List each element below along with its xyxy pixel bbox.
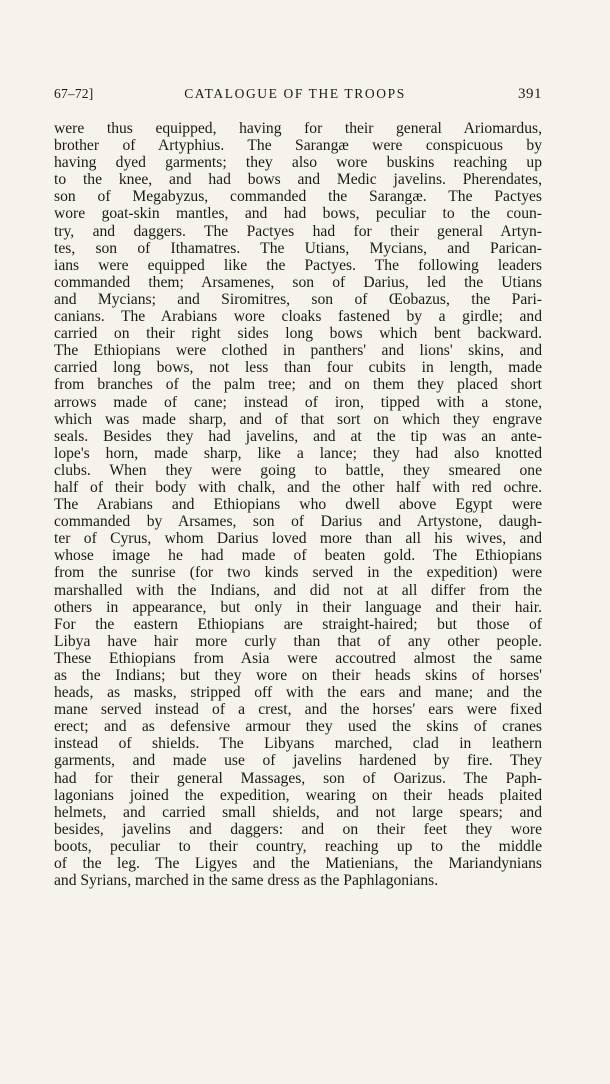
text-line: as the Indians; but they wore on their heads skins of horses' bbox=[54, 667, 542, 684]
text-line: heads, as masks, stripped off with the ears and mane; and the bbox=[54, 684, 542, 702]
text-line: The Ethiopians were clothed in panthers' and lions' skins, and bbox=[54, 342, 542, 360]
text-line: were thus equipped, having for their general Ariomardus, bbox=[54, 120, 542, 137]
text-line: The Arabians and Ethiopians who dwell above Egypt were bbox=[54, 496, 542, 514]
text-line: ians were equipped like the Pactyes. The following leaders bbox=[54, 256, 542, 274]
text-line: boots, peculiar to their country, reaching up to the middle bbox=[54, 837, 542, 855]
text-line: helmets, and carried small shields, and not large spears; and bbox=[54, 803, 542, 821]
text-line: son of Megabyzus, commanded the Sarangæ. The Pactyes bbox=[54, 188, 542, 206]
text-line: and Mycians; and Siromitres, son of Œobazus, the Pari- bbox=[54, 290, 542, 308]
text-line: clubs. When they were going to battle, they smeared one bbox=[54, 461, 542, 479]
text-line: garments, and made use of javelins hardened by fire. They bbox=[54, 752, 542, 770]
text-line: tes, son of Ithamatres. The Utians, Mycians, and Parican- bbox=[54, 239, 542, 257]
text-line: mane served instead of a crest, and the horses' ears were fixed bbox=[54, 701, 542, 719]
text-line: had for their general Massages, son of Oarizus. The Paph- bbox=[54, 769, 542, 787]
text-line: ter of Cyrus, whom Darius loved more than all his wives, and bbox=[54, 530, 542, 548]
text-line: lagonians joined the expedition, wearing on their heads plaited bbox=[54, 786, 542, 804]
text-line: besides, javelins and daggers: and on their feet they wore bbox=[54, 820, 542, 838]
text-line: to the knee, and had bows and Medic javelins. Pherendates, bbox=[54, 171, 542, 189]
text-line: carried long bows, not less than four cubits in length, made bbox=[54, 359, 542, 377]
text-line: commanded them; Arsamenes, son of Darius, led the Utians bbox=[54, 273, 542, 291]
text-line: brother of Artyphius. The Sarangæ were conspicuous by bbox=[54, 137, 542, 155]
text-line: Libya have hair more curly than that of any other people. bbox=[54, 632, 542, 650]
text-line: whose image he had made of beaten gold. The Ethiopians bbox=[54, 547, 542, 565]
text-line: of the leg. The Ligyes and the Matienians, the Mariandynians bbox=[54, 855, 542, 873]
text-line: from branches of the palm tree; and on them they placed short bbox=[54, 376, 542, 394]
text-line: and Syrians, marched in the same dress as the Paphlagonians. bbox=[54, 872, 439, 890]
text-line: others in appearance, but only in their language and their hair. bbox=[54, 598, 542, 616]
text-line: commanded by Arsames, son of Darius and Artystone, daugh- bbox=[54, 513, 542, 531]
text-line: seals. Besides they had javelins, and at the tip was an ante- bbox=[54, 427, 542, 445]
running-head bbox=[54, 84, 542, 106]
text-line: canians. The Arabians wore cloaks fastened by a girdle; and bbox=[54, 308, 542, 326]
text-line: instead of shields. The Libyans marched, clad in leathern bbox=[54, 735, 542, 753]
text-line: erect; and as defensive armour they used the skins of cranes bbox=[54, 718, 542, 736]
body-text bbox=[54, 120, 542, 889]
section-reference: 67–72] bbox=[54, 86, 94, 101]
text-line: lope's horn, made sharp, like a lance; they had also knotted bbox=[54, 444, 542, 462]
text-line: wore goat-skin mantles, and had bows, peculiar to the coun- bbox=[54, 205, 542, 223]
text-line: For the eastern Ethiopians are straight-haired; but those of bbox=[54, 615, 542, 633]
text-line: half of their body with chalk, and the other half with red ochre. bbox=[54, 478, 542, 496]
text-line: arrows made of cane; instead of iron, tipped with a stone, bbox=[54, 393, 542, 411]
text-line: which was made sharp, and of that sort on which they engrave bbox=[54, 410, 542, 428]
text-line: try, and daggers. The Pactyes had for their general Artyn- bbox=[54, 222, 542, 240]
text-line: carried on their right sides long bows which bent backward. bbox=[54, 325, 542, 343]
text-line: These Ethiopians from Asia were accoutred almost the same bbox=[54, 649, 542, 667]
text-line: from the sunrise (for two kinds served in the expedition) were bbox=[54, 564, 542, 582]
text-line: having dyed garments; they also wore buskins reaching up bbox=[54, 154, 542, 172]
text-line: marshalled with the Indians, and did not at all differ from the bbox=[54, 581, 542, 599]
page-number: 391 bbox=[518, 86, 542, 102]
running-title: CATALOGUE OF THE TROOPS bbox=[184, 86, 406, 101]
